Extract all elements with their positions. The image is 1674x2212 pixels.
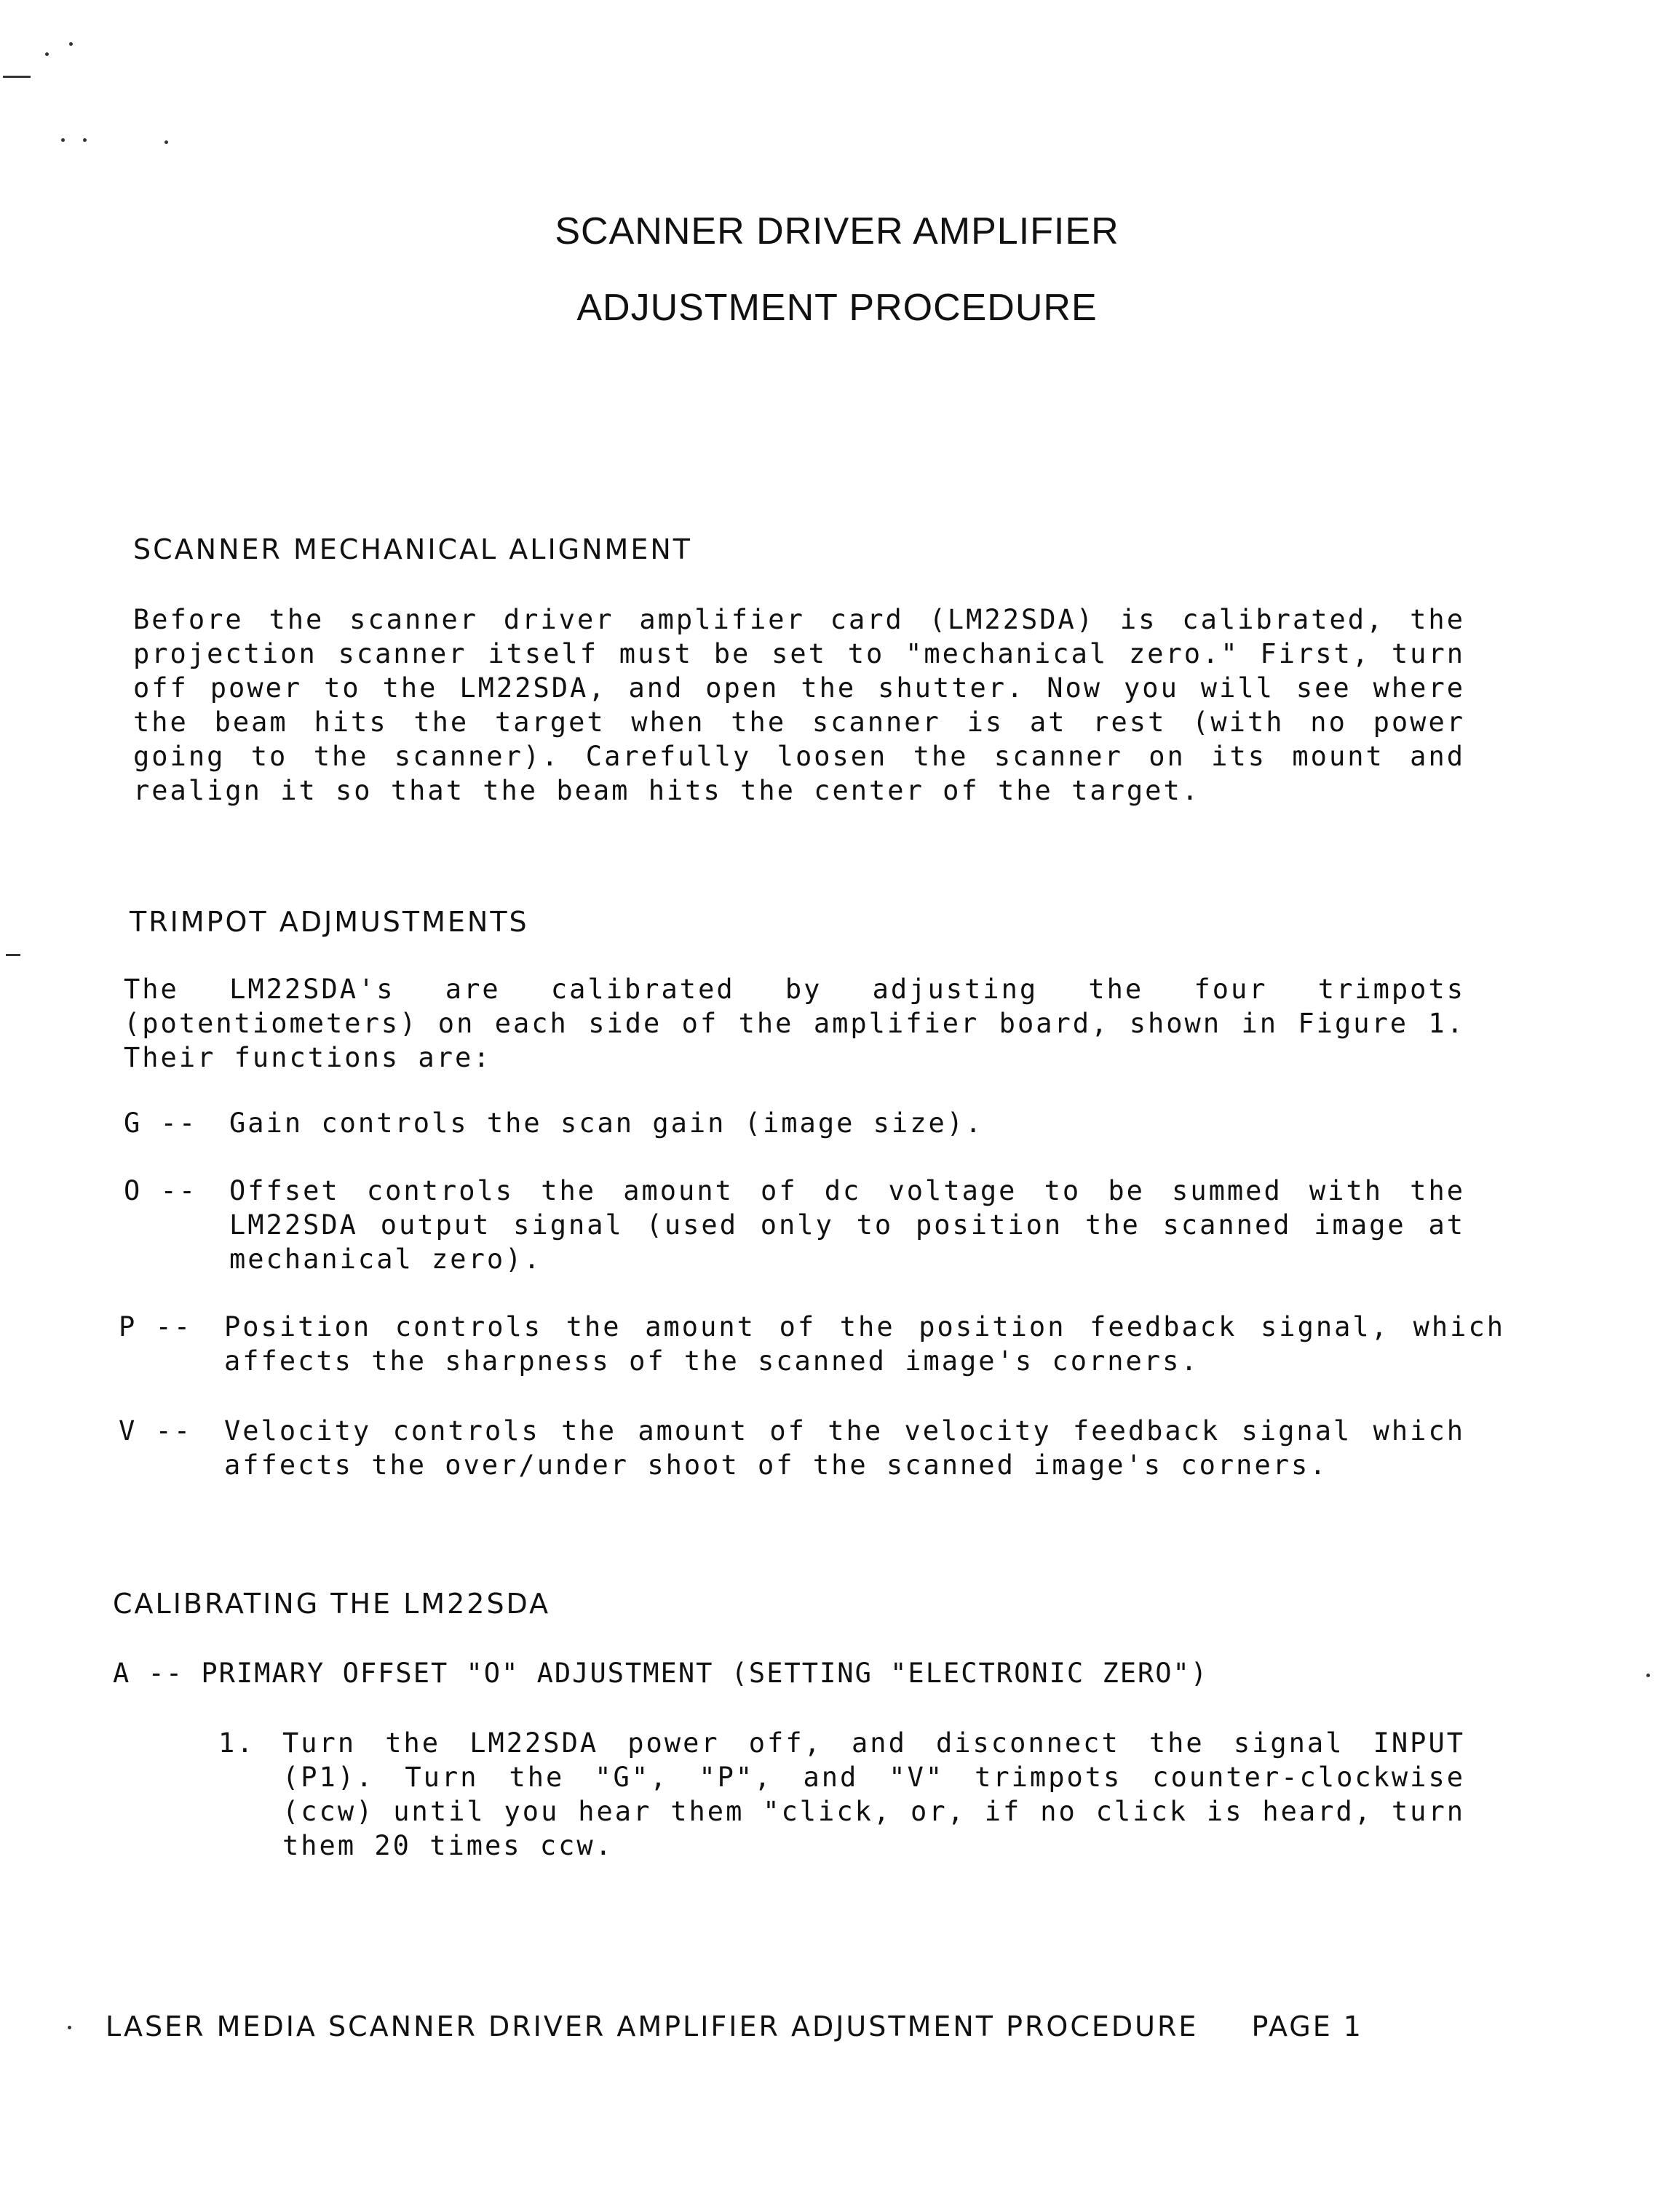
section-subheading-primary-offset: A -- PRIMARY OFFSET "O" ADJUSTMENT (SETTING "ELECTRONIC ZERO") <box>113 1658 1209 1689</box>
trimpot-item-velocity <box>119 1414 1465 1482</box>
document-title-line-2: ADJUSTMENT PROCEDURE <box>576 287 1098 329</box>
section-body-trimpot: The LM22SDA's are calibrated by adjusting the four trimpots (potentiometers) on each side of the amplifier board, shown in Figure 1. Their functions are: <box>124 974 1465 1073</box>
page-footer <box>106 2010 1474 2042</box>
trimpot-item-text: Position controls the amount of the position feedback signal, which affects the sharpness of the scanned image's corners. <box>224 1311 1505 1377</box>
calibration-step-1 <box>218 1726 1465 1863</box>
scan-speck <box>45 52 49 56</box>
trimpot-item-label: P -- <box>119 1311 193 1342</box>
scan-speck <box>83 138 87 142</box>
calibration-step-number: 1. <box>218 1727 255 1759</box>
trimpot-item-gain <box>124 1106 1465 1140</box>
scan-speck <box>164 140 168 144</box>
document-title-line-1: SCANNER DRIVER AMPLIFIER <box>555 210 1119 252</box>
section-heading-calibrating: CALIBRATING THE LM22SDA <box>113 1588 551 1620</box>
scan-speck <box>1646 1674 1650 1677</box>
scan-speck <box>61 138 65 142</box>
scan-speck <box>68 2026 71 2029</box>
section-heading-trimpot: TRIMPOT ADJMUSTMENTS <box>130 906 529 938</box>
calibration-step-text: Turn the LM22SDA power off, and disconnect the signal INPUT (P1). Turn the "G", "P", and "V" trimpots counter-clockwise (ccw) until you hear them "click, or, if no click is heard, turn them 20 times ccw. <box>282 1727 1465 1861</box>
trimpot-item-text: Gain controls the scan gain (image size). <box>229 1107 984 1139</box>
trimpot-item-label: G -- <box>124 1107 198 1139</box>
trimpot-item-label: O -- <box>124 1175 198 1206</box>
section-body-mechanical: Before the scanner driver amplifier card (LM22SDA) is calibrated, the projection scanner itself must be set to "mechanical zero." First, turn off power to the LM22SDA, and open the shutter. Now you will see where the beam hits the target when the scanner is at rest (with no power going to the scanner). Carefully loosen the scanner on its mount and realign it so that the beam hits the center of the target. <box>133 604 1465 806</box>
trimpot-item-position <box>119 1310 1505 1378</box>
trimpot-item-text: Offset controls the amount of dc voltage to be summed with the LM22SDA output signal (used only to position the scanned image at mechanical zero). <box>229 1175 1465 1275</box>
trimpot-item-offset <box>124 1174 1465 1276</box>
trimpot-item-label: V -- <box>119 1415 193 1447</box>
footer-page-number: PAGE 1 <box>1251 2010 1363 2042</box>
section-heading-mechanical: SCANNER MECHANICAL ALIGNMENT <box>133 533 692 565</box>
scan-mark <box>3 76 31 78</box>
scan-speck <box>69 42 73 46</box>
scan-mark <box>6 954 20 956</box>
footer-title: LASER MEDIA SCANNER DRIVER AMPLIFIER ADJUSTMENT PROCEDURE <box>106 2010 1199 2042</box>
trimpot-item-text: Velocity controls the amount of the velocity feedback signal which affects the over/under shoot of the scanned image's corners. <box>224 1415 1465 1481</box>
